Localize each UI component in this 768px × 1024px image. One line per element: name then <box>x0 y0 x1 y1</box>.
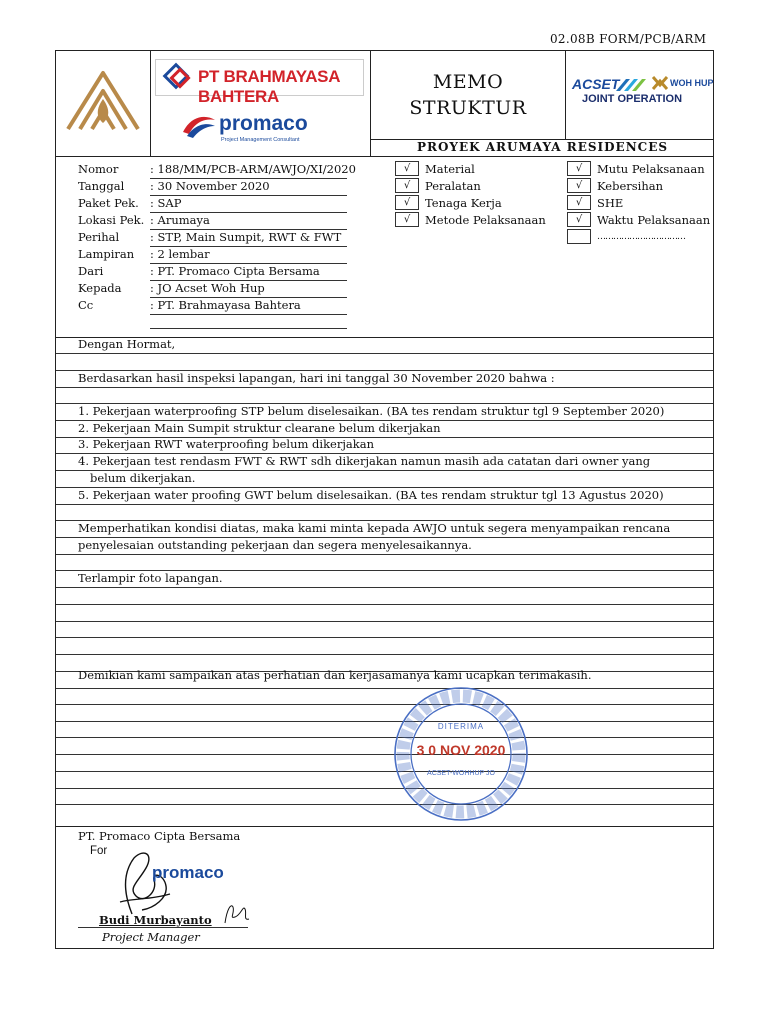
request-text-line2: penyelesaian outstanding pekerjaan dan segera menyelesaikannya. <box>78 538 472 552</box>
check-label: SHE <box>597 196 624 210</box>
acset-arrows-icon <box>616 78 650 92</box>
info-label: Nomor <box>78 162 119 176</box>
greeting-text: Dengan Hormat, <box>78 337 176 351</box>
checkbox[interactable]: √ <box>395 212 419 227</box>
memo-title-cell <box>371 51 566 139</box>
signature-divider <box>56 826 713 827</box>
closing-text: Demikian kami sampaikan atas perhatian dan kerjasamanya kami ucapkan terimakasih. <box>78 668 592 682</box>
joint-operation-logo <box>566 51 714 139</box>
signer-for: For <box>90 845 108 857</box>
checkbox[interactable]: √ <box>567 178 591 193</box>
joint-operation-label: JOINT OPERATION <box>582 93 683 105</box>
finding-item-3: 3. Pekerjaan RWT waterproofing belum dikerjakan <box>78 437 375 451</box>
finding-item-4: 4. Pekerjaan test rendasm FWT & RWT sdh dikerjakan namun masih ada catatan dari owner yang <box>78 454 651 468</box>
info-label: Paket Pek. <box>78 196 139 210</box>
checkbox[interactable]: √ <box>567 212 591 227</box>
rule-line <box>56 688 713 689</box>
info-value: : JO Acset Woh Hup <box>150 280 347 298</box>
rule-line <box>56 554 713 555</box>
info-label: Dari <box>78 264 104 278</box>
info-value: : Arumaya <box>150 212 347 230</box>
check-label: Material <box>425 162 475 176</box>
memo-title-line2: STRUKTUR <box>409 97 527 119</box>
signer-line <box>78 927 248 928</box>
checkbox[interactable] <box>567 229 591 244</box>
rule-line <box>56 804 713 805</box>
promaco-tagline: Project Management Consultant <box>221 137 300 143</box>
memo-info <box>56 157 713 337</box>
finding-item-1: 1. Pekerjaan waterproofing STP belum diselesaikan. (BA tes rendam struktur tgl 9 September 2020) <box>78 404 665 418</box>
brahmayasa-name: PT BRAHMAYASA BAHTERA <box>198 67 340 106</box>
rule-line <box>56 604 713 605</box>
memo-title-line1: MEMO <box>432 71 504 93</box>
brahmayasa-mark-icon <box>162 62 194 94</box>
request-text-line1: Memperhatikan kondisi diatas, maka kami minta kepada AWJO untuk segera menyampaikan rencana <box>78 521 671 535</box>
rule-line <box>56 737 713 738</box>
stamp-bottom-text: ACSET-WOHHUP JO <box>427 770 495 777</box>
promaco-name: promaco <box>219 112 308 135</box>
rule-line <box>56 788 713 789</box>
finding-item-4-cont: belum dikerjakan. <box>90 471 196 485</box>
info-label: Kepada <box>78 281 122 295</box>
check-label: …………………………… <box>597 232 685 242</box>
checkbox[interactable]: √ <box>567 161 591 176</box>
check-label: Tenaga Kerja <box>425 196 502 210</box>
info-label: Cc <box>78 298 94 312</box>
arumaya-logo-cell <box>56 51 151 156</box>
signer-company: PT. Promaco Cipta Bersama <box>78 829 241 843</box>
checkbox[interactable]: √ <box>567 195 591 210</box>
paraf-scribble-icon <box>221 899 251 927</box>
info-blank-line <box>150 328 347 329</box>
woh-hup-brand: WOH HUP <box>670 78 714 88</box>
rule-line <box>56 504 713 505</box>
info-label: Lampiran <box>78 247 135 261</box>
promaco-swoosh-icon <box>181 112 217 140</box>
acset-brand: ACSET <box>572 76 620 92</box>
check-label: Metode Pelaksanaan <box>425 213 546 227</box>
check-label: Peralatan <box>425 179 481 193</box>
check-label: Mutu Pelaksanaan <box>597 162 705 176</box>
check-label: Kebersihan <box>597 179 664 193</box>
rule-line <box>56 587 713 588</box>
info-value: : PT. Brahmayasa Bahtera <box>150 297 347 315</box>
project-name: PROYEK ARUMAYA RESIDENCES <box>371 139 714 156</box>
signer-title: Project Manager <box>102 930 200 944</box>
info-value: : SAP <box>150 195 347 213</box>
info-label: Perihal <box>78 230 120 244</box>
company-logos-cell <box>151 51 371 156</box>
info-label: Lokasi Pek. <box>78 213 145 227</box>
finding-item-5: 5. Pekerjaan water proofing GWT belum diselesaikan. (BA tes rendam struktur tgl 13 Agustus 2020) <box>78 488 664 502</box>
arumaya-logo-icon <box>56 51 151 156</box>
info-value: : STP, Main Sumpit, RWT & FWT <box>150 229 347 247</box>
promaco-logo <box>181 106 351 146</box>
info-value: : 2 lembar <box>150 246 347 264</box>
info-label: Tanggal <box>78 179 125 193</box>
signature-brand: promaco <box>152 863 224 882</box>
info-value: : 30 November 2020 <box>150 178 347 196</box>
intro-text: Berdasarkan hasil inspeksi lapangan, hari ini tanggal 30 November 2020 bahwa : <box>78 371 555 385</box>
stamp-top-text: DITERIMA <box>437 722 485 731</box>
checkbox[interactable]: √ <box>395 178 419 193</box>
rule-line <box>56 754 713 755</box>
brahmayasa-logo <box>155 59 364 106</box>
rule-line <box>56 721 713 722</box>
form-code: 02.08B FORM/PCB/ARM <box>550 32 707 46</box>
woh-hup-mark-icon <box>652 75 668 91</box>
rule-line <box>56 771 713 772</box>
rule-line <box>56 654 713 655</box>
rule-line <box>56 637 713 638</box>
check-label: Waktu Pelaksanaan <box>597 213 711 227</box>
info-value: : PT. Promaco Cipta Bersama <box>150 263 347 281</box>
finding-item-2: 2. Pekerjaan Main Sumpit struktur clearane belum dikerjakan <box>78 421 441 435</box>
rule-line <box>56 353 713 354</box>
checkbox[interactable]: √ <box>395 161 419 176</box>
received-stamp <box>391 684 531 824</box>
attachment-text: Terlampir foto lapangan. <box>78 571 223 585</box>
memo-frame <box>55 50 714 949</box>
rule-line <box>56 621 713 622</box>
checkbox[interactable]: √ <box>395 195 419 210</box>
rule-line <box>56 387 713 388</box>
rule-line <box>56 704 713 705</box>
info-value: : 188/MM/PCB-ARM/AWJO/XI/2020 <box>150 161 347 179</box>
signer-name: Budi Murbayanto <box>99 913 212 927</box>
stamp-date: 3 0 NOV 2020 <box>416 742 506 758</box>
